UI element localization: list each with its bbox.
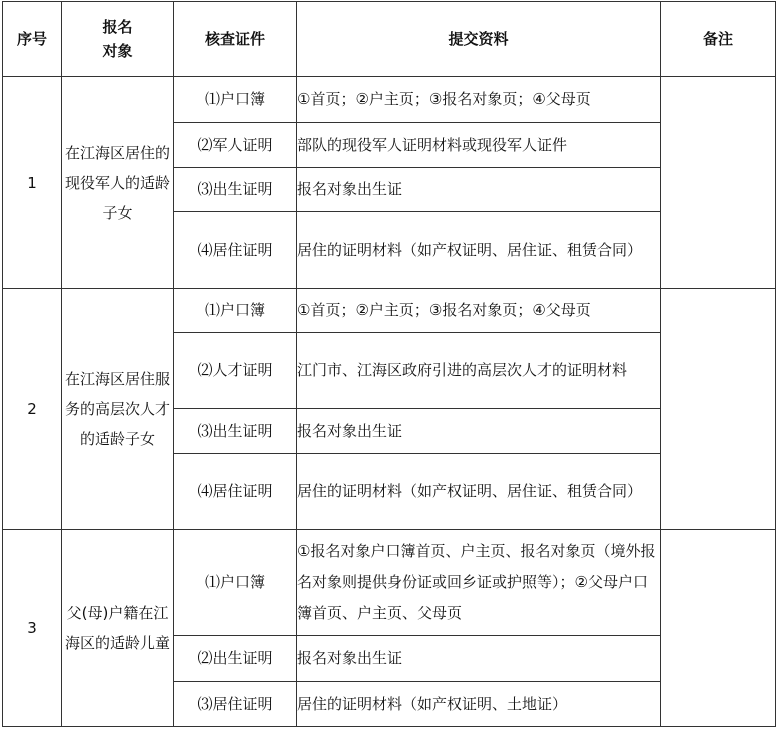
materials-cell: 居住的证明材料（如产权证明、居住证、租赁合同） [297, 454, 661, 530]
group-target: 父(母)户籍在江海区的适龄儿童 [62, 530, 174, 727]
doc-cell: ⑶出生证明 [174, 409, 297, 454]
group-target: 在江海区居住服务的高层次人才的适龄子女 [62, 289, 174, 530]
doc-cell: ⑷居住证明 [174, 454, 297, 530]
group-seq: 1 [3, 77, 62, 289]
header-target [62, 2, 174, 77]
materials-cell: ①首页；②户主页；③报名对象页；④父母页 [297, 289, 661, 333]
remarks-cell [661, 77, 776, 289]
materials-cell: 居住的证明材料（如产权证明、土地证） [297, 682, 661, 727]
materials-cell: 报名对象出生证 [297, 168, 661, 212]
remarks-cell [661, 289, 776, 530]
materials-cell: 居住的证明材料（如产权证明、居住证、租赁合同） [297, 212, 661, 289]
header-remarks: 备注 [661, 2, 776, 77]
doc-cell: ⑴户口簿 [174, 530, 297, 636]
group-seq: 3 [3, 530, 62, 727]
group-seq: 2 [3, 289, 62, 530]
doc-cell: ⑶出生证明 [174, 168, 297, 212]
doc-cell: ⑷居住证明 [174, 212, 297, 289]
table-row [3, 530, 776, 636]
doc-cell: ⑵出生证明 [174, 636, 297, 682]
materials-cell: 江门市、江海区政府引进的高层次人才的证明材料 [297, 333, 661, 409]
group-target: 在江海区居住的现役军人的适龄子女 [62, 77, 174, 289]
registration-table [2, 1, 776, 727]
remarks-cell [661, 530, 776, 727]
doc-cell: ⑴户口簿 [174, 289, 297, 333]
header-seq: 序号 [3, 2, 62, 77]
doc-cell: ⑵人才证明 [174, 333, 297, 409]
table-row [3, 77, 776, 123]
materials-cell: ①报名对象户口簿首页、户主页、报名对象页（境外报名对象则提供身份证或回乡证或护照等）；②父母户口簿首页、户主页、父母页 [297, 530, 661, 636]
materials-cell: 报名对象出生证 [297, 409, 661, 454]
header-target-line2: 对象 [102, 42, 133, 60]
header-row [3, 2, 776, 77]
table-row [3, 289, 776, 333]
header-materials: 提交资料 [297, 2, 661, 77]
materials-cell: 部队的现役军人证明材料或现役军人证件 [297, 123, 661, 168]
doc-cell: ⑴户口簿 [174, 77, 297, 123]
header-target-line1: 报名 [102, 18, 133, 36]
header-doc: 核查证件 [174, 2, 297, 77]
materials-cell: ①首页；②户主页；③报名对象页；④父母页 [297, 77, 661, 123]
materials-cell: 报名对象出生证 [297, 636, 661, 682]
doc-cell: ⑵军人证明 [174, 123, 297, 168]
doc-cell: ⑶居住证明 [174, 682, 297, 727]
